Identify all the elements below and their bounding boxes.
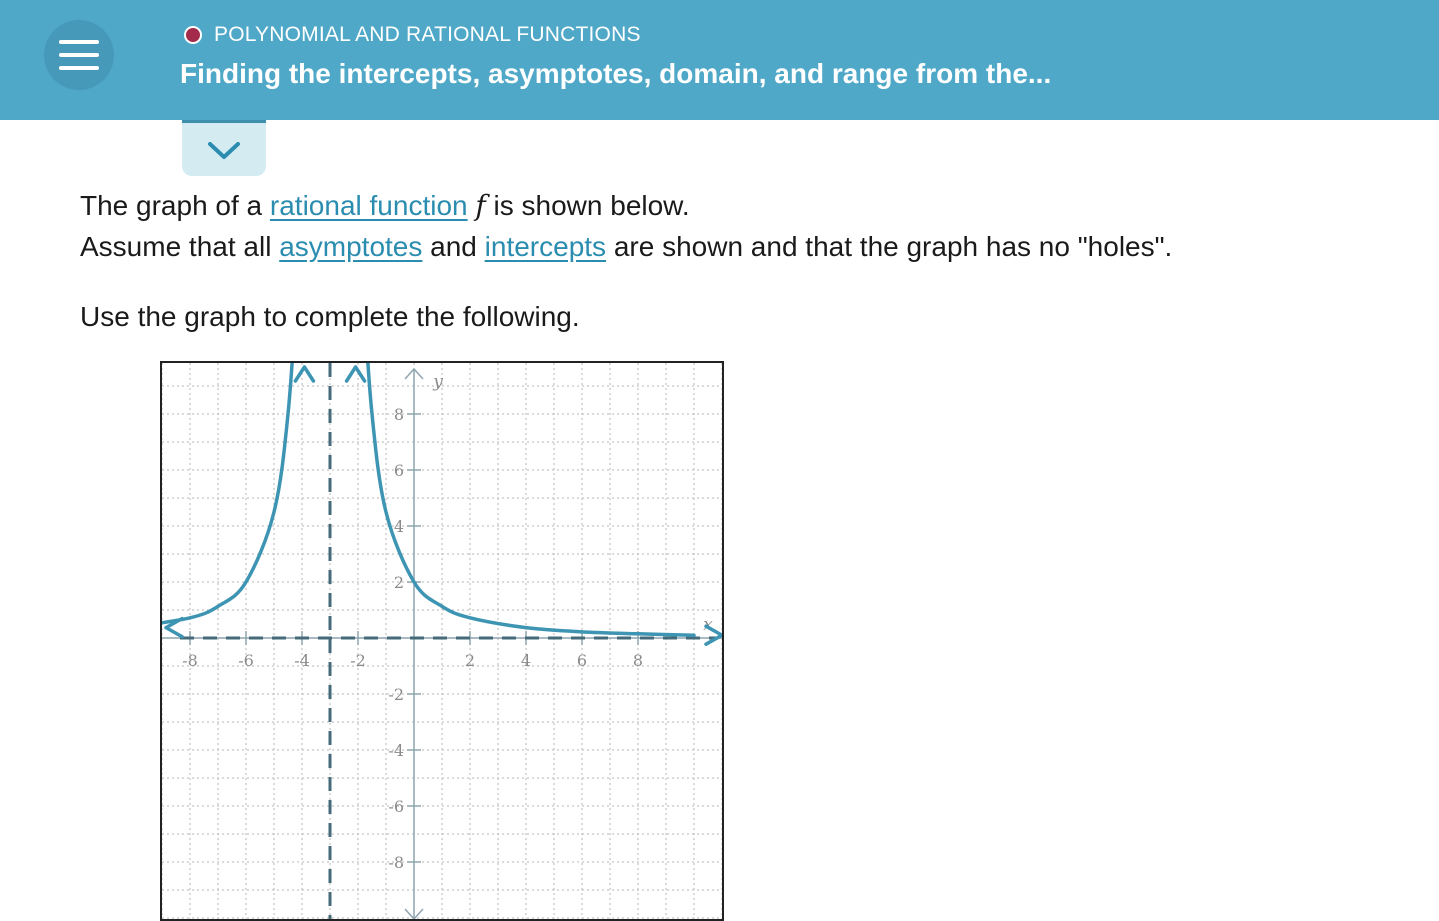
problem-line-2 bbox=[80, 230, 1172, 264]
graph-panel bbox=[160, 361, 724, 921]
y-tick-label: -8 bbox=[388, 853, 404, 872]
hamburger-menu-icon bbox=[59, 40, 99, 70]
menu-button[interactable] bbox=[44, 20, 114, 90]
problem-text: are shown and that the graph has no "holes". bbox=[606, 231, 1173, 262]
x-tick-label: -2 bbox=[350, 651, 366, 670]
problem-text: and bbox=[422, 231, 485, 262]
rational-function-graph bbox=[162, 363, 724, 921]
x-tick-label: 2 bbox=[464, 651, 476, 670]
y-tick-label: 8 bbox=[393, 405, 404, 424]
instruction-text: Use the graph to complete the following. bbox=[80, 301, 580, 332]
y-tick-label: 4 bbox=[393, 517, 404, 536]
y-tick-label: 6 bbox=[393, 461, 404, 480]
asymptotes-link[interactable]: asymptotes bbox=[279, 231, 423, 262]
x-tick-label: -8 bbox=[182, 651, 198, 670]
app-header bbox=[0, 0, 1439, 120]
curve-arrow-right bbox=[706, 626, 722, 644]
x-tick-label: 6 bbox=[576, 651, 588, 670]
x-axis-label: x bbox=[703, 615, 713, 635]
x-tick-label: -4 bbox=[294, 651, 310, 670]
lesson-title: Finding the intercepts, asymptotes, domain, and range from the... bbox=[180, 58, 1052, 89]
topic-label: POLYNOMIAL AND RATIONAL FUNCTIONS bbox=[214, 23, 641, 46]
problem-text: is shown below. bbox=[485, 190, 690, 221]
curve-arrow-up-right bbox=[347, 367, 365, 381]
y-tick-label: -2 bbox=[388, 685, 404, 704]
problem-line-1 bbox=[80, 189, 690, 223]
expand-title-button[interactable] bbox=[182, 120, 266, 176]
curve-branch-left bbox=[162, 363, 302, 627]
problem-text: The graph of a bbox=[80, 190, 270, 221]
y-tick-label: 2 bbox=[393, 573, 404, 592]
x-tick-label: 8 bbox=[632, 651, 644, 670]
intercepts-link[interactable]: intercepts bbox=[484, 231, 607, 262]
chevron-down-icon bbox=[206, 139, 242, 161]
topic-row bbox=[184, 23, 641, 47]
problem-text: Assume that all bbox=[80, 231, 280, 262]
x-tick-label: 4 bbox=[520, 651, 532, 670]
curve-arrow-up-left bbox=[295, 367, 313, 381]
y-tick-label: -6 bbox=[388, 797, 404, 816]
y-tick-label: -4 bbox=[388, 741, 404, 760]
y-axis-label: y bbox=[433, 372, 443, 392]
rational-function-link[interactable]: rational function bbox=[269, 190, 468, 221]
function-variable: f bbox=[475, 189, 486, 222]
x-tick-label: -6 bbox=[238, 651, 254, 670]
topic-status-icon bbox=[184, 26, 202, 44]
